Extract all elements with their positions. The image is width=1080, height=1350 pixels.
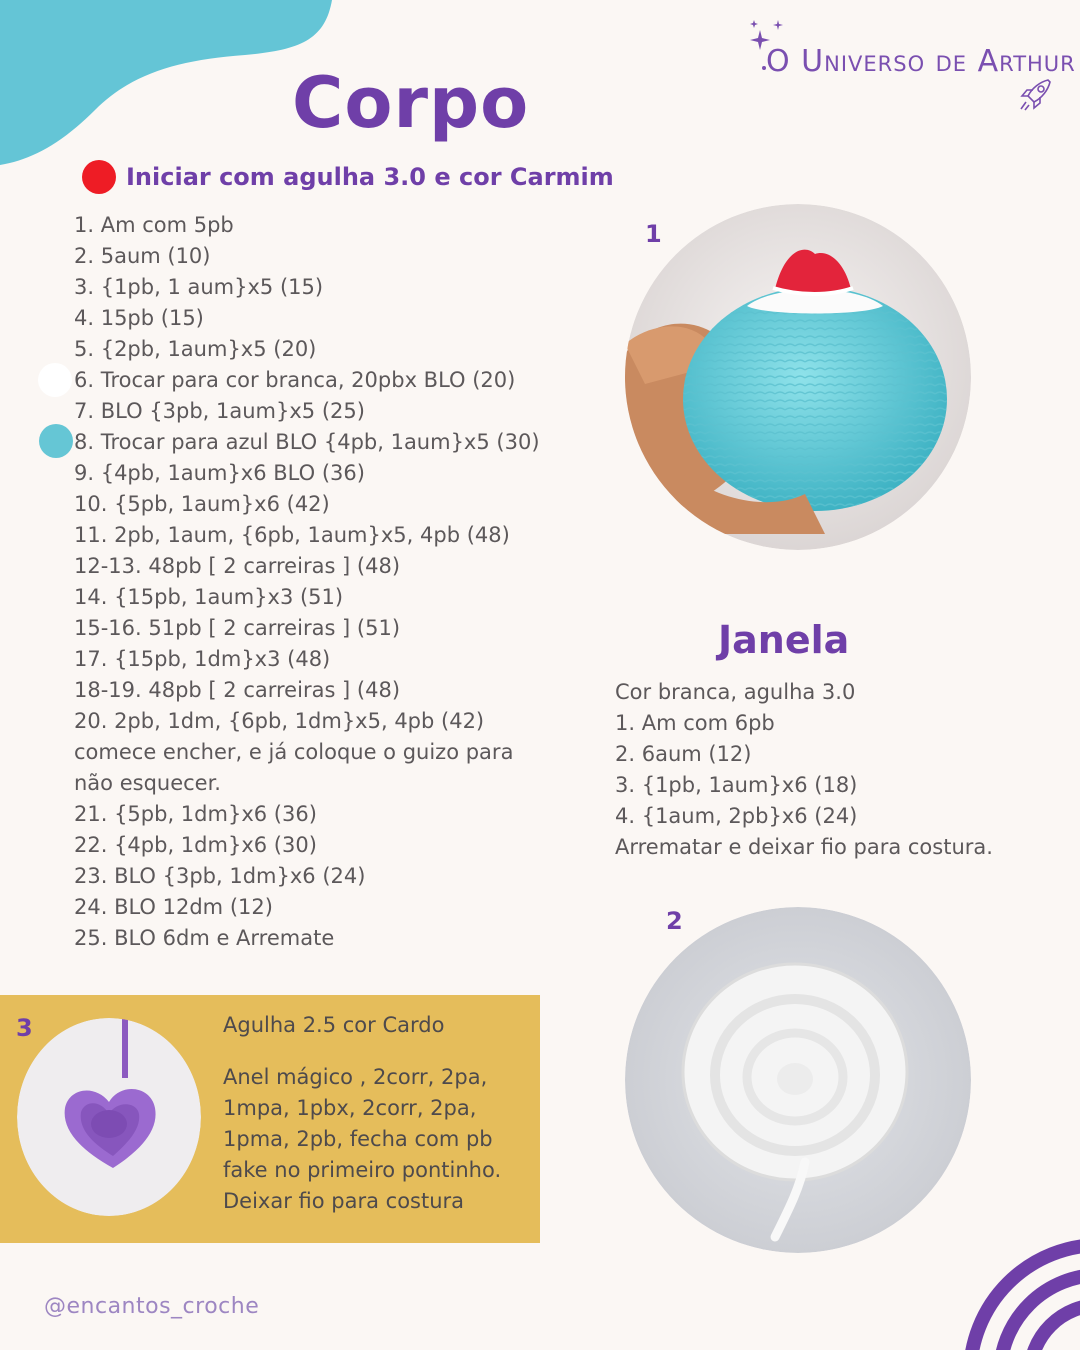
step: 23. BLO {3pb, 1dm}x6 (24) bbox=[74, 864, 366, 888]
decorative-blob bbox=[0, 0, 340, 170]
janela-steps bbox=[615, 677, 1045, 863]
subtitle: Iniciar com agulha 3.0 e cor Carmim bbox=[126, 163, 614, 191]
step: 8. Trocar para azul BLO {4pb, 1aum}x5 (30) bbox=[74, 430, 540, 454]
step-note: comece encher, e já coloque o guizo para não esquecer. bbox=[74, 740, 514, 795]
blue-color-dot bbox=[39, 424, 73, 458]
red-color-dot bbox=[82, 160, 116, 194]
rocket-icon bbox=[1018, 76, 1054, 112]
step: 17. {15pb, 1dm}x3 (48) bbox=[74, 647, 331, 671]
pattern-steps bbox=[74, 210, 554, 954]
social-handle: @encantos_croche bbox=[44, 1294, 260, 1319]
step: 9. {4pb, 1aum}x6 BLO (36) bbox=[74, 461, 365, 485]
heart-photo bbox=[17, 1018, 201, 1216]
step: 18-19. 48pb [ 2 carreiras ] (48) bbox=[74, 678, 401, 702]
color-instruction bbox=[82, 160, 614, 194]
step: 11. 2pb, 1aum, {6pb, 1aum}x5, 4pb (48) bbox=[74, 523, 510, 547]
step: 4. 15pb (15) bbox=[74, 306, 204, 330]
brand-name: O Universo de Arthur bbox=[766, 44, 1076, 79]
section-title-janela: Janela bbox=[718, 618, 850, 662]
step: 21. {5pb, 1dm}x6 (36) bbox=[74, 802, 317, 826]
step: 7. BLO {3pb, 1aum}x5 (25) bbox=[74, 399, 365, 423]
step: 20. 2pb, 1dm, {6pb, 1dm}x5, 4pb (42) bbox=[74, 709, 485, 733]
step: 10. {5pb, 1aum}x6 (42) bbox=[74, 492, 330, 516]
ball-photo bbox=[625, 204, 971, 550]
step: 2. 5aum (10) bbox=[74, 244, 211, 268]
heart-title: Agulha 2.5 cor Cardo bbox=[223, 1013, 445, 1037]
white-circle-photo bbox=[625, 907, 971, 1253]
step: Cor branca, agulha 3.0 bbox=[615, 680, 856, 704]
decorative-arcs bbox=[900, 1225, 1080, 1350]
page-title: Corpo bbox=[292, 62, 530, 144]
white-color-dot bbox=[38, 363, 72, 397]
brand-logo bbox=[740, 18, 1076, 118]
step: 2. 6aum (12) bbox=[615, 742, 752, 766]
step: 6. Trocar para cor branca, 20pbx BLO (20) bbox=[74, 368, 516, 392]
photo-number: 1 bbox=[645, 220, 662, 248]
step: 15-16. 51pb [ 2 carreiras ] (51) bbox=[74, 616, 401, 640]
step: 4. {1aum, 2pb}x6 (24) bbox=[615, 804, 858, 828]
step: 24. BLO 12dm (12) bbox=[74, 895, 273, 919]
step: 25. BLO 6dm e Arremate bbox=[74, 926, 335, 950]
step: Arrematar e deixar fio para costura. bbox=[615, 835, 993, 859]
photo-number: 2 bbox=[666, 907, 683, 935]
step: 22. {4pb, 1dm}x6 (30) bbox=[74, 833, 317, 857]
step: 1. Am com 6pb bbox=[615, 711, 775, 735]
heart-instructions: Anel mágico , 2corr, 2pa, 1mpa, 1pbx, 2corr, 2pa, 1pma, 2pb, fecha com pb fake no primeiro pontinho. Deixar fio para costura bbox=[223, 1065, 502, 1213]
step: 5. {2pb, 1aum}x5 (20) bbox=[74, 337, 317, 361]
step: 14. {15pb, 1aum}x3 (51) bbox=[74, 585, 344, 609]
step: 12-13. 48pb [ 2 carreiras ] (48) bbox=[74, 554, 401, 578]
step: 3. {1pb, 1aum}x6 (18) bbox=[615, 773, 858, 797]
step: 3. {1pb, 1 aum}x5 (15) bbox=[74, 275, 324, 299]
step: 1. Am com 5pb bbox=[74, 213, 234, 237]
photo-number: 3 bbox=[16, 1014, 33, 1042]
